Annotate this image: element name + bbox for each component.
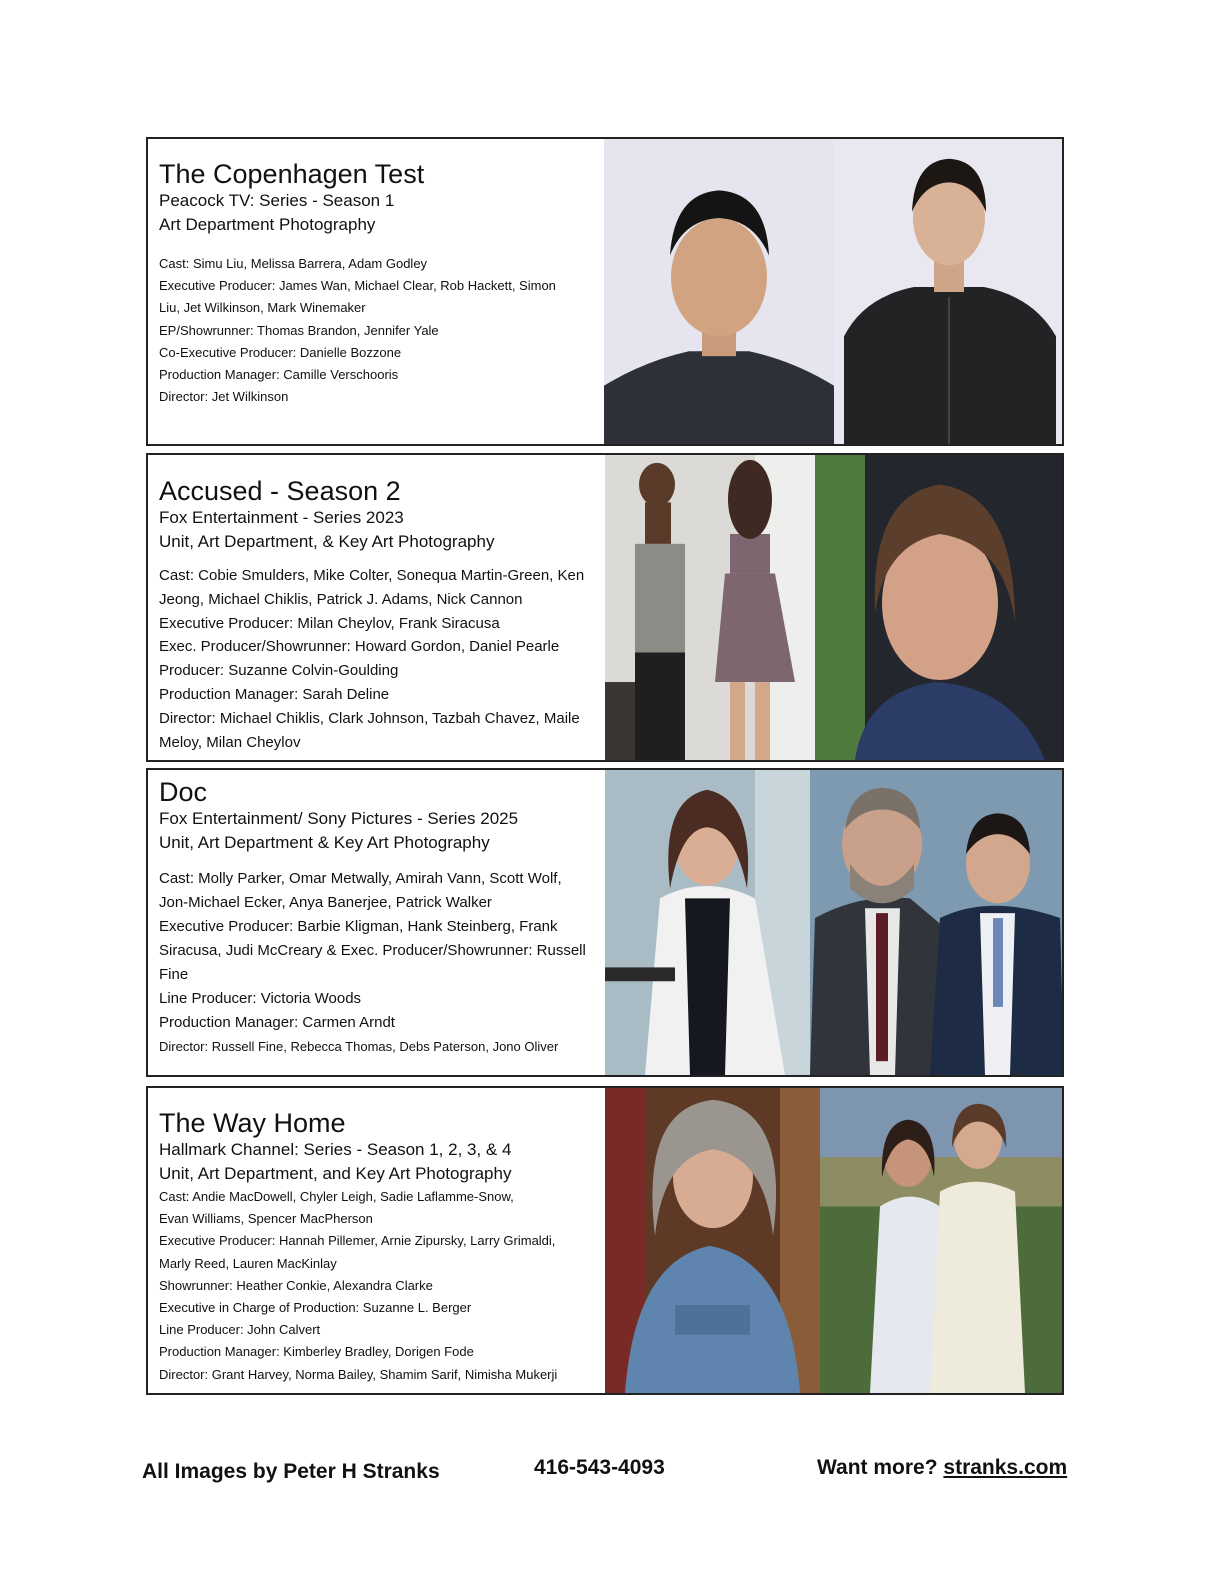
production-services: Unit, Art Department & Key Art Photography xyxy=(159,833,490,852)
credits-list xyxy=(159,867,606,1059)
photo-woman-portrait xyxy=(834,139,1064,444)
credit-line: Cast: Cobie Smulders, Mike Colter, Sonequa Martin-Green, Ken xyxy=(159,567,585,584)
production-network: Peacock TV: Series - Season 1 xyxy=(159,191,395,210)
footer xyxy=(0,1452,1224,1492)
credit-line: Production Manager: Carmen Arndt xyxy=(159,1014,395,1031)
credit-line: Production Manager: Sarah Deline xyxy=(159,685,390,703)
credit-line: Director: Russell Fine, Rebecca Thomas, Debs Paterson, Jono Oliver xyxy=(159,1039,559,1054)
credit-line: Fine xyxy=(159,966,189,983)
production-title: The Way Home xyxy=(159,1108,346,1138)
production-network: Fox Entertainment - Series 2023 xyxy=(159,508,404,527)
credit-line: Director: Jet Wilkinson xyxy=(159,389,289,405)
credit-line: Meloy, Milan Cheylov xyxy=(159,733,301,751)
credit-line: Director: Michael Chiklis, Clark Johnson, Tazbah Chavez, Maile xyxy=(159,709,580,727)
credit-line: Siracusa, Judi McCreary & Exec. Producer/Showrunner: Russell xyxy=(159,942,586,959)
credit-line: Executive Producer: Milan Cheylov, Frank Siracusa xyxy=(159,614,500,632)
production-info xyxy=(148,770,606,1075)
production-services: Art Department Photography xyxy=(159,215,376,234)
production-title: The Copenhagen Test xyxy=(159,159,425,189)
website-promo xyxy=(817,1456,1067,1480)
production-info xyxy=(148,1088,606,1393)
production-title: Doc xyxy=(159,777,208,807)
production-card-the-way-home xyxy=(146,1086,1064,1395)
production-network: Hallmark Channel: Series - Season 1, 2, 3, & 4 xyxy=(159,1140,512,1159)
credit-line: Cast: Simu Liu, Melissa Barrera, Adam Godley xyxy=(159,256,428,271)
photo-woman-in-car xyxy=(815,455,1064,760)
credit-line: Producer: Suzanne Colvin-Goulding xyxy=(159,662,399,680)
credit-line: Co-Executive Producer: Danielle Bozzone xyxy=(159,344,402,360)
photo-doctor-portrait xyxy=(605,770,810,1075)
production-info xyxy=(148,139,606,444)
credit-line: Cast: Andie MacDowell, Chyler Leigh, Sadie Laflamme-Snow, xyxy=(159,1189,514,1204)
production-card-accused xyxy=(146,453,1064,762)
credit-line: Exec. Producer/Showrunner: Howard Gordon, Daniel Pearle xyxy=(159,638,560,656)
phone-number: 416-543-4093 xyxy=(534,1456,665,1479)
photo-credit: All Images by Peter H Stranks xyxy=(142,1460,440,1483)
production-services: Unit, Art Department, & Key Art Photography xyxy=(159,532,495,551)
photo-two-men-in-suits xyxy=(810,770,1064,1075)
credits-list xyxy=(159,564,606,754)
photo-gray-haired-woman-portrait xyxy=(605,1088,820,1393)
photo-couple-scene xyxy=(605,455,815,760)
credit-line: Production Manager: Camille Verschooris xyxy=(159,367,399,383)
credits-list xyxy=(159,253,606,408)
website-link[interactable]: stranks.com xyxy=(943,1456,1068,1479)
photo-mother-daughter-field xyxy=(820,1088,1064,1393)
production-network: Fox Entertainment/ Sony Pictures - Series 2025 xyxy=(159,809,519,828)
credit-line: Liu, Jet Wilkinson, Mark Winemaker xyxy=(159,300,366,316)
credit-line: Evan Williams, Spencer MacPherson xyxy=(159,1211,373,1227)
credit-line: Executive in Charge of Production: Suzanne L. Berger xyxy=(159,1300,472,1316)
credit-line: Line Producer: John Calvert xyxy=(159,1322,321,1338)
production-title: Accused - Season 2 xyxy=(159,476,401,506)
production-card-doc xyxy=(146,768,1064,1077)
credit-line: Executive Producer: Hannah Pillemer, Arnie Zipursky, Larry Grimaldi, xyxy=(159,1233,556,1249)
production-card-copenhagen-test xyxy=(146,137,1064,446)
credit-line: Executive Producer: James Wan, Michael Clear, Rob Hackett, Simon xyxy=(159,278,556,294)
production-info xyxy=(148,455,606,760)
credit-line: EP/Showrunner: Thomas Brandon, Jennifer Yale xyxy=(159,322,439,338)
photo-man-portrait xyxy=(604,139,834,444)
credit-line: Jon-Michael Ecker, Anya Banerjee, Patrick Walker xyxy=(159,894,492,911)
credit-line: Line Producer: Victoria Woods xyxy=(159,990,362,1007)
credit-line: Jeong, Michael Chiklis, Patrick J. Adams, Nick Cannon xyxy=(159,590,523,608)
website-prompt: Want more? xyxy=(817,1456,938,1479)
credit-line: Showrunner: Heather Conkie, Alexandra Clarke xyxy=(159,1277,433,1293)
production-services: Unit, Art Department, and Key Art Photography xyxy=(159,1164,512,1183)
credit-line: Production Manager: Kimberley Bradley, Dorigen Fode xyxy=(159,1344,474,1360)
credit-line: Director: Grant Harvey, Norma Bailey, Shamim Sarif, Nimisha Mukerji xyxy=(159,1366,558,1382)
credit-line: Executive Producer: Barbie Kligman, Hank Steinberg, Frank xyxy=(159,918,558,935)
credits-list xyxy=(159,1186,606,1386)
credit-line: Cast: Molly Parker, Omar Metwally, Amirah Vann, Scott Wolf, xyxy=(159,870,562,887)
credit-line: Marly Reed, Lauren MacKinlay xyxy=(159,1255,337,1271)
